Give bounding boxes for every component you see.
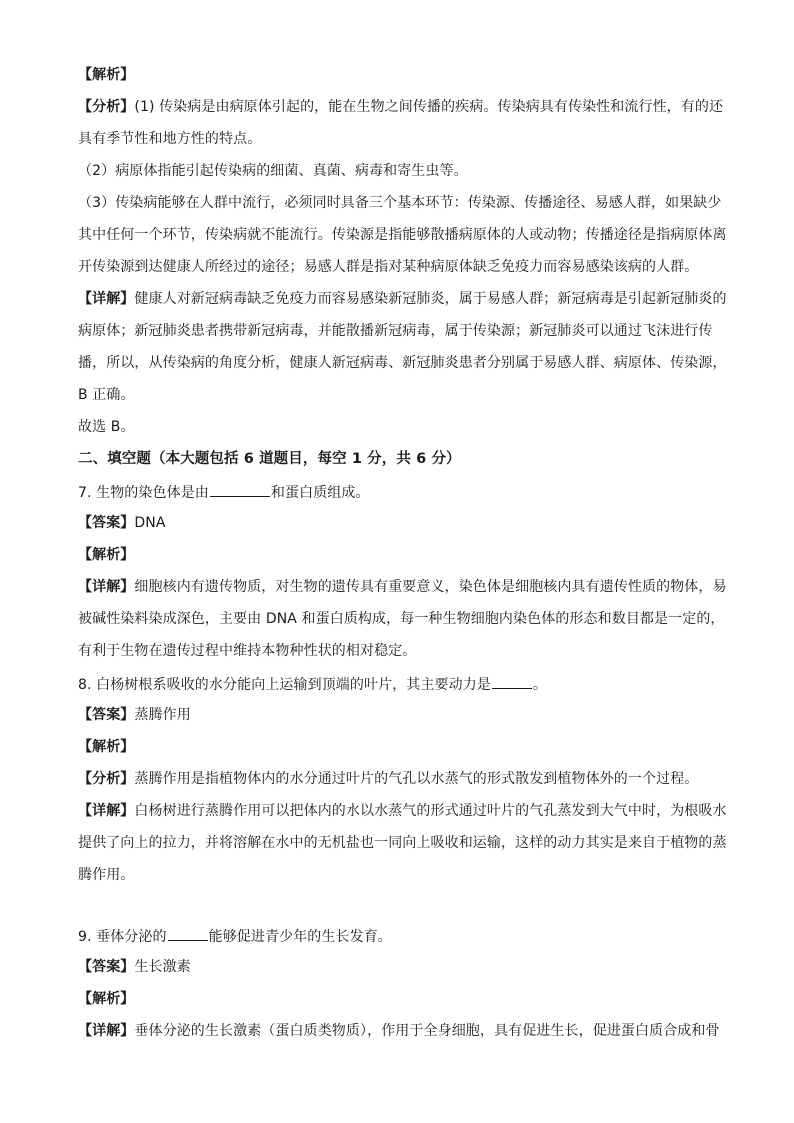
section-tag: 【详解】 — [78, 803, 135, 819]
analysis-line-4 — [78, 193, 722, 213]
analysis-line-3 — [78, 161, 468, 181]
question-text: 9. 垂体分泌的 — [78, 929, 167, 945]
body-text: 故选 B。 — [78, 419, 135, 435]
question-text: 7. 生物的染色体是由 — [78, 485, 209, 501]
jiexi-9 — [78, 989, 134, 1009]
body-text: 细胞核内有遗传物质，对生物的遗传具有重要意义，染色体是细胞核内具有遗传性质的物体，易 — [134, 579, 727, 595]
jiexi-8 — [78, 737, 134, 757]
analysis-line-1 — [78, 97, 723, 117]
section-tag: 【答案】 — [78, 959, 135, 975]
body-text: 垂体分泌的生长激素（蛋白质类物质），作用于全身细胞，具有促进生长，促进蛋白质合成和骨 — [134, 1023, 720, 1039]
answer-text: 蒸腾作用 — [134, 707, 191, 723]
section-tag: 【详解】 — [78, 1023, 135, 1039]
answer-blank — [492, 673, 532, 689]
section-tag: 【答案】 — [78, 707, 135, 723]
body-text: 蒸腾作用是指植物体内的水分通过叶片的气孔以水蒸气的形式散发到植物体外的一个过程。 — [134, 771, 699, 787]
section-tag: 【解析】 — [78, 547, 135, 563]
analysis-line-6 — [78, 257, 698, 277]
section-tag: 【解析】 — [78, 739, 135, 755]
analysis-line-2 — [78, 129, 261, 149]
detail-9-line-1 — [78, 1021, 720, 1041]
detail-7-line-3 — [78, 641, 416, 661]
section-tag: 【详解】 — [78, 579, 135, 595]
question-text: 和蛋白质组成。 — [270, 485, 370, 501]
body-text: 播，所以，从传染病的角度分析，健康人新冠病毒、新冠肺炎患者分别属于易感人群、病原体、传染源， — [78, 355, 727, 371]
question-9 — [78, 925, 392, 947]
section-tag: 【分析】 — [78, 99, 135, 115]
answer-7 — [78, 513, 166, 533]
answer-8 — [78, 705, 191, 725]
body-text: 提供了向上的拉力，并将溶解在水中的无机盐也一同向上吸收和运输，这样的动力其实是来自于植物的蒸 — [78, 835, 727, 851]
question-7 — [78, 481, 370, 503]
body-text: (1) 传染病是由病原体引起的，能在生物之间传播的疾病。传染病具有传染性和流行性，有的还 — [134, 99, 724, 115]
question-text: 能够促进青少年的生长发育。 — [208, 929, 392, 945]
question-text: 。 — [532, 677, 548, 693]
answer-blank — [210, 481, 270, 497]
body-text: 具有季节性和地方性的特点。 — [78, 131, 262, 147]
body-text: 开传染源到达健康人所经过的途径；易感人群是指对某种病原体缺乏免疫力而容易感染该病的人群。 — [78, 259, 699, 275]
body-text: 其中任何一个环节，传染病就不能流行。传染源是指能够散播病原体的人或动物；传播途径是指病原体离 — [78, 227, 727, 243]
answer-text: DNA — [134, 515, 166, 531]
answer-text: 生长激素 — [134, 959, 191, 975]
body-text: B 正确。 — [78, 387, 135, 403]
detail-line-4 — [78, 385, 135, 405]
detail-7-line-2 — [78, 609, 725, 629]
body-text: （2）病原体指能引起传染病的细菌、真菌、病毒和寄生虫等。 — [78, 163, 468, 179]
body-text: 病原体；新冠肺炎患者携带新冠病毒，并能散播新冠病毒，属于传染源；新冠肺炎可以通过飞沫进行传 — [78, 323, 713, 339]
detail-8-line-3 — [78, 865, 134, 885]
section-tag: 【分析】 — [78, 771, 135, 787]
detail-line-2 — [78, 321, 713, 341]
analysis-line-5 — [78, 225, 727, 245]
body-text: 被碱性染料染成深色，主要由 DNA 和蛋白质构成，每一种生物细胞内染色体的形态和数目都是一定的， — [78, 611, 725, 627]
analysis-8 — [78, 769, 698, 789]
section-tag: 【答案】 — [78, 515, 135, 531]
section-tag: 【解析】 — [78, 67, 135, 83]
section-title — [78, 449, 461, 469]
question-8 — [78, 673, 547, 695]
conclusion-line — [78, 417, 135, 437]
body-text: 白杨树进行蒸腾作用可以把体内的水以水蒸气的形式通过叶片的气孔蒸发到大气中时，为根吸水 — [134, 803, 727, 819]
section-title-text: 二、填空题（本大题包括 6 道题目，每空 1 分，共 6 分） — [78, 451, 461, 467]
answer-9 — [78, 957, 191, 977]
detail-8-line-2 — [78, 833, 727, 853]
jiexi-7 — [78, 545, 134, 565]
jiexi-heading — [78, 65, 134, 85]
body-text: 有利于生物在遗传过程中维持本物种性状的相对稳定。 — [78, 643, 417, 659]
section-tag: 【详解】 — [78, 291, 135, 307]
body-text: （3）传染病能够在人群中流行，必须同时具备三个基本环节：传染源、传播途径、易感人群，如果缺少 — [78, 195, 722, 211]
detail-line-3 — [78, 353, 727, 373]
detail-8-line-1 — [78, 801, 727, 821]
question-text: 8. 白杨树根系吸收的水分能向上运输到顶端的叶片，其主要动力是 — [78, 677, 491, 693]
section-tag: 【解析】 — [78, 991, 135, 1007]
body-text: 腾作用。 — [78, 867, 135, 883]
answer-blank — [168, 925, 208, 941]
detail-line-1 — [78, 289, 727, 309]
detail-7-line-1 — [78, 577, 727, 597]
body-text: 健康人对新冠病毒缺乏免疫力而容易感染新冠肺炎，属于易感人群；新冠病毒是引起新冠肺炎的 — [134, 291, 727, 307]
